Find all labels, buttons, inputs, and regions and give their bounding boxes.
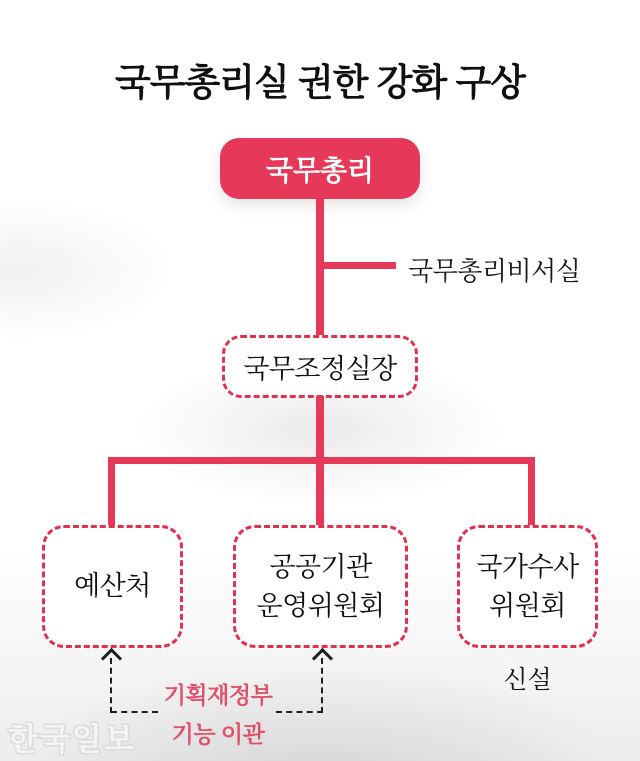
transfer-note: 기획재정부 기능 이관 [163,682,273,747]
org-label-secretariat: 국무총리비서실 [408,256,581,286]
org-node-national-investigation-committee [457,525,598,648]
org-node-prime-minister-label: 국무총리 [265,154,375,186]
connector-drop-right [528,457,535,526]
org-node-national-investigation-committee-label: 국가수사 위원회 [476,552,579,621]
page-title: 국무총리실 권한 강화 구상 [114,62,525,103]
org-node-budget-office-label: 예산처 [74,571,151,602]
connector-coordinator-down [316,396,324,464]
org-node-prime-minister [220,138,420,199]
org-node-coordinator-label: 국무조정실장 [243,354,397,384]
connector-drop-left [108,457,115,526]
new-establishment-note: 신설 [503,666,552,694]
arrow-line-left-vertical [110,658,112,713]
arrow-line-right-vertical [321,658,323,713]
connector-drop-center [316,457,324,526]
org-node-coordinator [222,335,418,398]
org-node-budget-office [42,525,183,648]
connector-branch-secretariat [320,262,396,269]
org-node-public-institution-committee [233,525,408,648]
org-node-public-institution-committee-label: 공공기관 운영위원회 [256,552,385,621]
publisher-watermark: 한국일보 [8,722,136,757]
